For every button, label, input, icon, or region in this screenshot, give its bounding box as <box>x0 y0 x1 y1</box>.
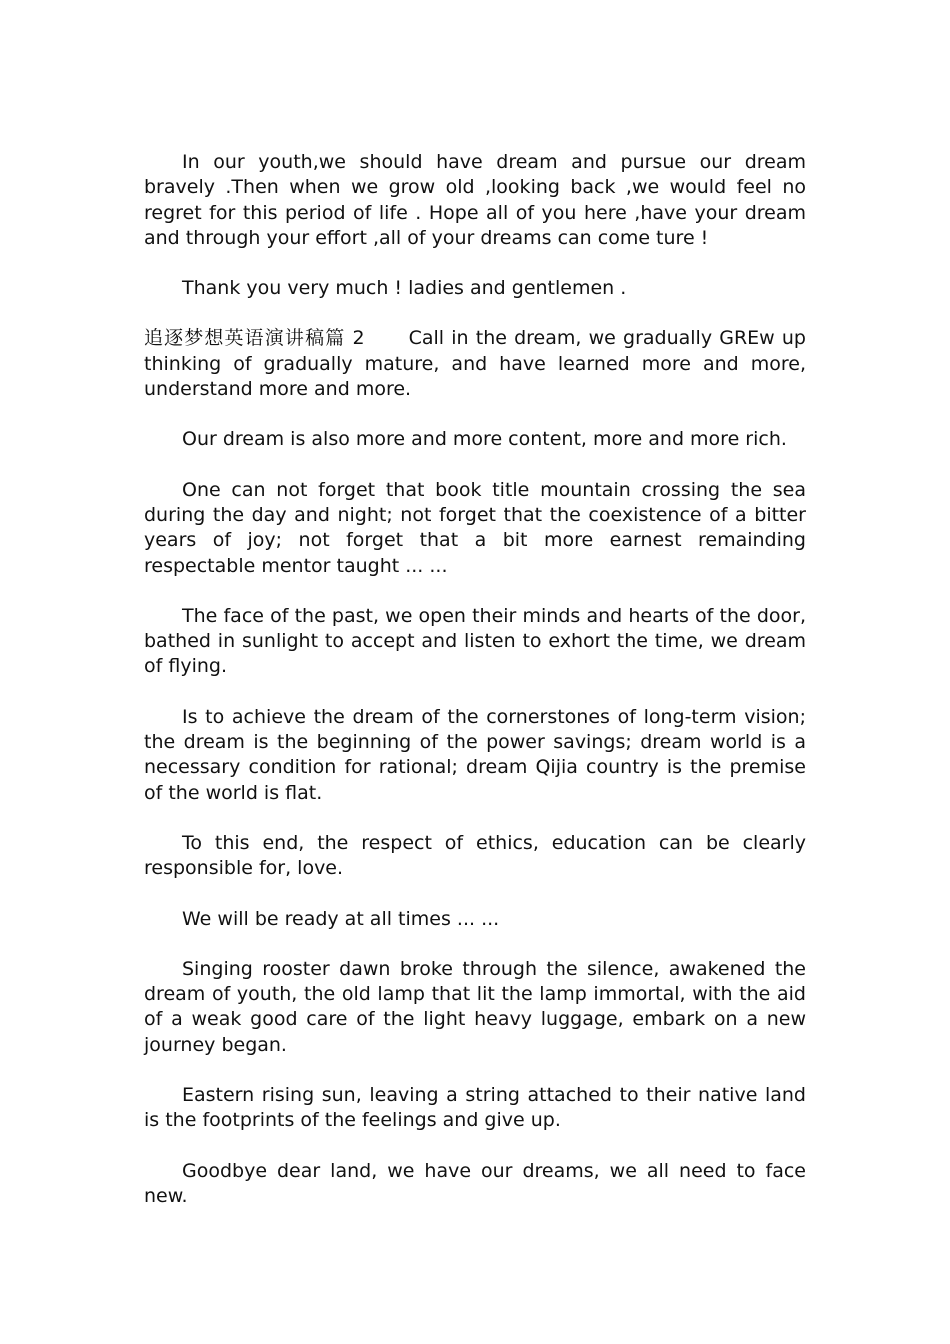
paragraph-not-forget: One can not forget that book title mountain crossing the sea during the day and night; not forget that the coexistence of a bitter years of joy; not forget that a bit more earnest remainding respectable mentor taught ... ... <box>144 478 806 577</box>
paragraph-to-this-end: To this end, the respect of ethics, education can be clearly responsible for, love. <box>144 831 806 880</box>
paragraph-singing-rooster: Singing rooster dawn broke through the silence, awakened the dream of youth, the old lamp that lit the lamp immortal, with the aid of a weak good care of the light heavy luggage, embark on a new journey began. <box>144 957 806 1056</box>
paragraph-goodbye: Goodbye dear land, we have our dreams, we all need to face new. <box>144 1159 806 1207</box>
paragraph-face-of-past: The face of the past, we open their minds and hearts of the door, bathed in sunlight to accept and listen to exhort the time, we dream of flying. <box>144 604 806 678</box>
section-heading-paragraph <box>144 326 806 402</box>
paragraph-eastern-sun: Eastern rising sun, leaving a string attached to their native land is the footprints of the feelings and give up. <box>144 1084 806 1132</box>
paragraph-ready: We will be ready at all times ... ... <box>182 907 500 930</box>
paragraph-cornerstones: Is to achieve the dream of the cornerstones of long-term vision; the dream is the beginning of the power savings; dream world is a necessary condition for rational; dream Qijia country is the premise of the world is flat. <box>144 705 806 804</box>
paragraph-thank-you: Thank you very much ! ladies and gentlemen . <box>182 277 627 300</box>
document-page <box>144 150 806 1234</box>
paragraph-dream-content: Our dream is also more and more content, more and more rich. <box>182 428 787 451</box>
section-intro-text: Call in the dream, we gradually GREw up thinking of gradually mature, and have learned more and more, understand more and more. <box>144 327 806 401</box>
paragraph-youth-dream: In our youth,we should have dream and pursue our dream bravely .Then when we grow old ,looking back ,we would feel no regret for this period of life . Hope all of you here ,have your dream and through your effort ,all of your dreams can come ture ! <box>144 151 806 249</box>
section-heading: 追逐梦想英语演讲稿篇 2 <box>144 327 365 350</box>
